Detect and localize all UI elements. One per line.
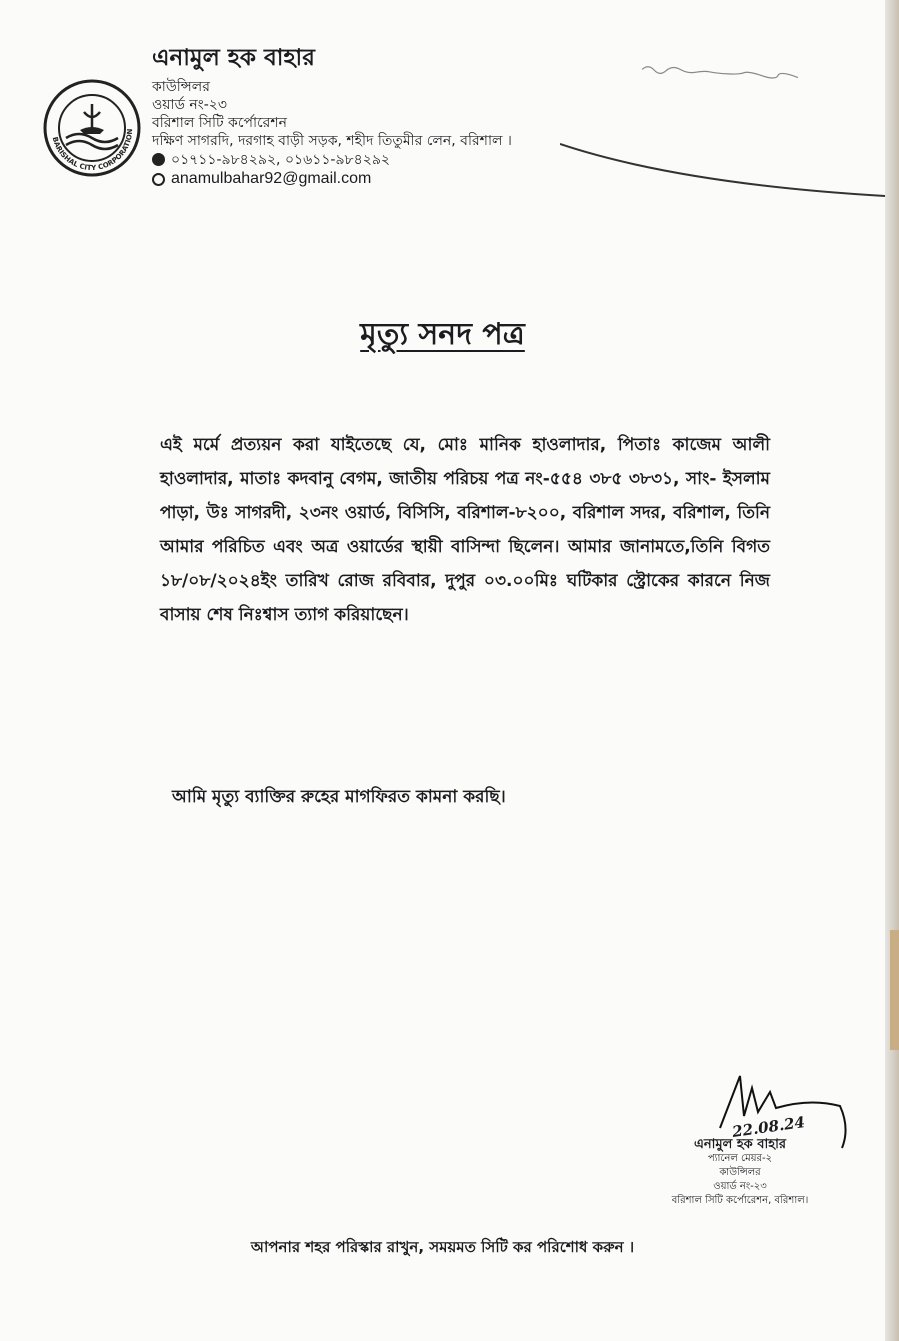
footer-slogan: আপনার শহর পরিস্কার রাখুন, সময়মত সিটি কর পরিশোধ করুন ।: [250, 1238, 635, 1256]
address: দক্ষিণ সাগরদি, দরগাহ বাড়ী সড়ক, শহীদ তিতুমীর লেন, বরিশাল ।: [152, 133, 512, 150]
councillor-name: এনামুল হক বাহার: [152, 45, 315, 71]
city-corporation-logo: [42, 78, 142, 178]
page-edge-background: [890, 930, 899, 1050]
title-text: মৃত্যু সনদ পত্র: [360, 317, 525, 352]
stamp-designation: কাউন্সিলর: [719, 1167, 761, 1178]
email-icon: [152, 173, 165, 186]
official-stamp: [640, 1138, 840, 1208]
stamp-name: এনামুল হক বাহার: [693, 1137, 787, 1152]
document-title: [0, 310, 885, 361]
council-letterhead: [152, 44, 512, 190]
email-row: [152, 169, 512, 190]
stamp-ward: ওয়ার্ড নং-২৩: [713, 1181, 767, 1192]
email-address: anamulbahar92@gmail.com: [171, 169, 372, 187]
ward-number: ওয়ার্ড নং-২৩: [152, 97, 228, 114]
certificate-body: এই মর্মে প্রত্যয়ন করা যাইতেছে যে, মোঃ মানিক হাওলাদার, পিতাঃ কাজেম আলী হাওলাদার, মাতাঃ কদবানু বেগম, জাতীয় পরিচয় পত্র নং-৫৫৪ ৩৮৫ ৩৮৩১, সাং- ইসলাম পাড়া, উঃ সাগরদী, ২৩নং ওয়ার্ড, বিসিসি, বরিশাল-৮২০০, বরিশাল সদর, বরিশাল, তিনি আমার পরিচিত এবং অত্র ওয়ার্ডের স্থায়ী বাসিন্দা ছিলেন। আমার জানামতে,তিনি বিগত ১৮/০৮/২০২৪ইং তারিখ রোজ রবিবার, দুপুর ০৩.০০মিঃ ঘটিকার স্ট্রোকের কারনে নিজ বাসায় শেষ নিঃশ্বাস ত্যাগ করিয়াছেন।: [160, 435, 770, 625]
phone-row: [152, 151, 512, 169]
phone-icon: [152, 153, 165, 166]
phone-numbers: ০১৭১১-৯৮৪২৯২, ০১৬১১-৯৮৪২৯২: [171, 151, 391, 168]
stamp-panel-mayor: প্যানেল মেয়র-২: [707, 1153, 773, 1164]
corporation-name: বরিশাল সিটি কর্পোরেশন: [152, 115, 288, 132]
designation: কাউন্সিলর: [152, 78, 210, 95]
prayer-line: আমি মৃত্যু ব্যাক্তির রুহের মাগফিরত কামনা করছি।: [172, 787, 506, 807]
logo-text: BARISHAL CITY CORPORATION: [50, 128, 135, 173]
header-decorative-curve: [560, 140, 890, 210]
signature-date: 22.08.24: [731, 1113, 806, 1141]
stamp-corporation: বরিশাল সিটি কর্পোরেশন, বরিশাল।: [671, 1195, 809, 1206]
